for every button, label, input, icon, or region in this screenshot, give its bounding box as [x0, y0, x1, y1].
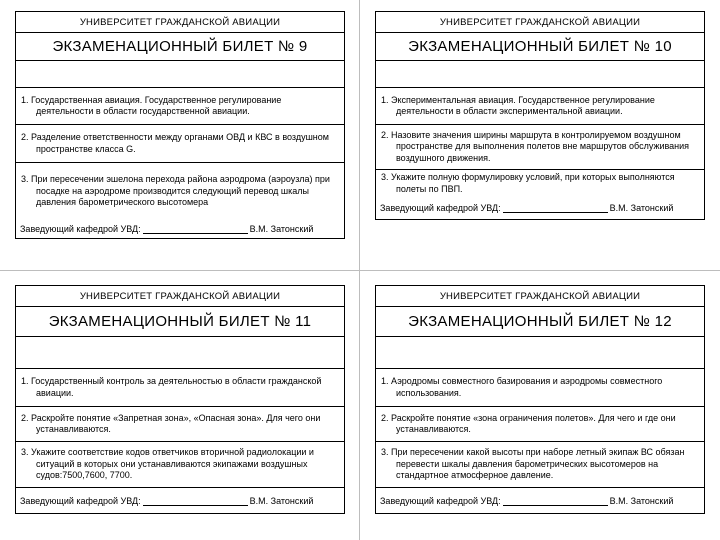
signature-line	[503, 496, 608, 506]
blank-field	[16, 61, 344, 88]
department-head-signature	[16, 220, 344, 238]
question-1: 1. Экспериментальная авиация. Государственное регулирование деятельности в области экспериментальной авиации.	[376, 88, 704, 125]
signature-line	[503, 203, 608, 213]
ticket-title: ЭКЗАМЕНАЦИОННЫЙ БИЛЕТ № 10	[376, 33, 704, 61]
question-2: 2. Раскройте понятие «зона ограничения полетов». Для чего и где они устанавливаются.	[376, 407, 704, 442]
signature-name: В.М. Затонский	[249, 495, 314, 506]
question-2: 2. Раскройте понятие «Запретная зона», «Опасная зона». Для чего они устанавливаются.	[16, 407, 344, 442]
question-3: 3. Укажите полную формулировку условий, при которых выполняются полеты по ПВП.	[381, 172, 675, 194]
question-3: 3. Укажите соответствие кодов ответчиков вторичной радиолокации и ситуаций в которых они устанавливаются экипажами воздушных судов:7500,7600, 7700.	[16, 442, 344, 488]
exam-ticket-10	[375, 11, 705, 220]
question-2: 2. Разделение ответственности между органами ОВД и КВС в воздушном пространстве класса G.	[16, 125, 344, 163]
blank-field	[376, 337, 704, 369]
ticket-title: ЭКЗАМЕНАЦИОННЫЙ БИЛЕТ № 12	[376, 307, 704, 337]
signature-name: В.М. Затонский	[609, 495, 674, 506]
blank-field	[376, 61, 704, 88]
signature-name: В.М. Затонский	[249, 224, 314, 234]
university-name: УНИВЕРСИТЕТ ГРАЖДАНСКОЙ АВИАЦИИ	[376, 286, 704, 307]
department-head-signature	[376, 488, 704, 513]
exam-ticket-11	[15, 285, 345, 514]
signature-label: Заведующий кафедрой УВД:	[20, 224, 141, 234]
question-3: 3. При пересечении какой высоты при наборе летный экипаж ВС обязан перевести шкалы давления барометрических высотомеров на стандартное атмосферное давление.	[376, 442, 704, 488]
university-name: УНИВЕРСИТЕТ ГРАЖДАНСКОЙ АВИАЦИИ	[16, 286, 344, 307]
cut-line-horizontal	[0, 270, 720, 271]
question-1: 1. Аэродромы совместного базирования и аэродромы совместного использования.	[376, 369, 704, 407]
signature-line	[143, 224, 248, 234]
university-name: УНИВЕРСИТЕТ ГРАЖДАНСКОЙ АВИАЦИИ	[16, 12, 344, 33]
university-name: УНИВЕРСИТЕТ ГРАЖДАНСКОЙ АВИАЦИИ	[376, 12, 704, 33]
ticket-title: ЭКЗАМЕНАЦИОННЫЙ БИЛЕТ № 9	[16, 33, 344, 61]
signature-name: В.М. Затонский	[609, 203, 674, 213]
question-1: 1. Государственный контроль за деятельностью в области гражданской авиации.	[16, 369, 344, 407]
exam-ticket-9	[15, 11, 345, 239]
blank-field	[16, 337, 344, 369]
signature-line	[143, 496, 248, 506]
question-3: 3. При пересечении эшелона перехода района аэродрома (аэроузла) при посадке на аэродроме производится следующий перевод шкалы давления барометрического высотомера	[21, 174, 330, 208]
exam-ticket-12	[375, 285, 705, 514]
ticket-title: ЭКЗАМЕНАЦИОННЫЙ БИЛЕТ № 11	[16, 307, 344, 337]
signature-label: Заведующий кафедрой УВД:	[380, 203, 501, 213]
department-head-signature	[376, 197, 704, 219]
signature-label: Заведующий кафедрой УВД:	[20, 495, 141, 506]
question-1: 1. Государственная авиация. Государственное регулирование деятельности в области государственной авиации.	[16, 88, 344, 125]
signature-label: Заведующий кафедрой УВД:	[380, 495, 501, 506]
question-2: 2. Назовите значения ширины маршрута в контролируемом воздушном пространстве для выполнения полетов вне маршрутов обслуживания воздушного движения.	[376, 125, 704, 170]
department-head-signature	[16, 488, 344, 513]
